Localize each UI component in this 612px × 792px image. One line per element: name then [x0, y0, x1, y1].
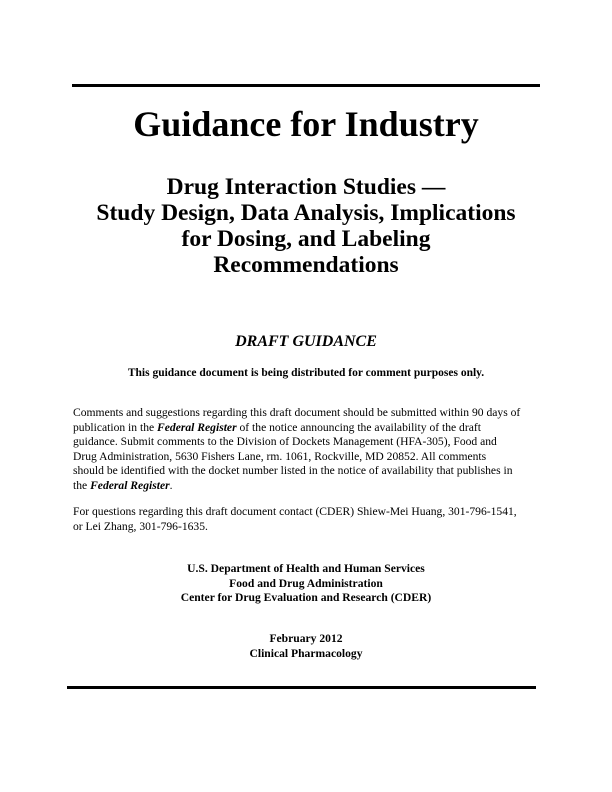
- line-text: .: [169, 478, 173, 492]
- contact-paragraph: [73, 505, 543, 534]
- department-name: U.S. Department of Health and Human Services: [187, 562, 425, 575]
- paragraph-line: [73, 450, 543, 465]
- administration-name: Food and Drug Administration: [229, 576, 383, 590]
- paragraph-line: [73, 406, 543, 421]
- date-block: [0, 632, 612, 661]
- paragraph-line: or Lei Zhang, 301-796-1635.: [73, 519, 208, 533]
- subtitle-line: Drug Interaction Studies —: [166, 174, 446, 200]
- comments-paragraph: [73, 406, 543, 493]
- distribution-note: This guidance document is being distributed for comment purposes only.: [127, 367, 485, 379]
- paragraph-line: [73, 421, 543, 436]
- top-horizontal-rule: [72, 84, 540, 87]
- line-text: of the notice announcing the availability of the draft: [236, 420, 481, 434]
- line-text: Comments and suggestions regarding this draft document should be submitted within 90 days of: [73, 406, 521, 419]
- subtitle-line: for Dosing, and Labeling: [181, 226, 431, 252]
- line-text: Drug Administration, 5630 Fishers Lane, rm. 1061, Rockville, MD 20852. All comments: [73, 449, 487, 463]
- line-text: should be identified with the docket number listed in the notice of availability that publishes in: [73, 464, 513, 477]
- bottom-horizontal-rule: [67, 686, 536, 689]
- line-text: the: [73, 478, 91, 492]
- subtitle-line: Recommendations: [213, 252, 399, 278]
- draft-guidance-label: DRAFT GUIDANCE: [235, 333, 377, 350]
- line-text: publication in the: [73, 420, 158, 434]
- subtitle-line: Study Design, Data Analysis, Implications: [96, 200, 516, 226]
- paragraph-line: For questions regarding this draft document contact (CDER) Shiew-Mei Huang, 301-796-1541,: [73, 505, 517, 518]
- paragraph-line: [73, 435, 543, 450]
- paragraph-line: [73, 479, 543, 494]
- paragraph-line: [73, 464, 543, 479]
- category-label: Clinical Pharmacology: [249, 646, 363, 660]
- document-title: Guidance for Industry: [133, 104, 479, 144]
- publication-date: February 2012: [269, 632, 343, 645]
- document-subtitle: [0, 174, 612, 278]
- federal-register-reference: Federal Register: [90, 478, 170, 492]
- line-text: guidance. Submit comments to the Division of Dockets Management (HFA-305), Food and: [73, 435, 497, 448]
- federal-register-reference: Federal Register: [157, 420, 237, 434]
- agency-block: [0, 562, 612, 606]
- center-name: Center for Drug Evaluation and Research (CDER): [180, 591, 432, 604]
